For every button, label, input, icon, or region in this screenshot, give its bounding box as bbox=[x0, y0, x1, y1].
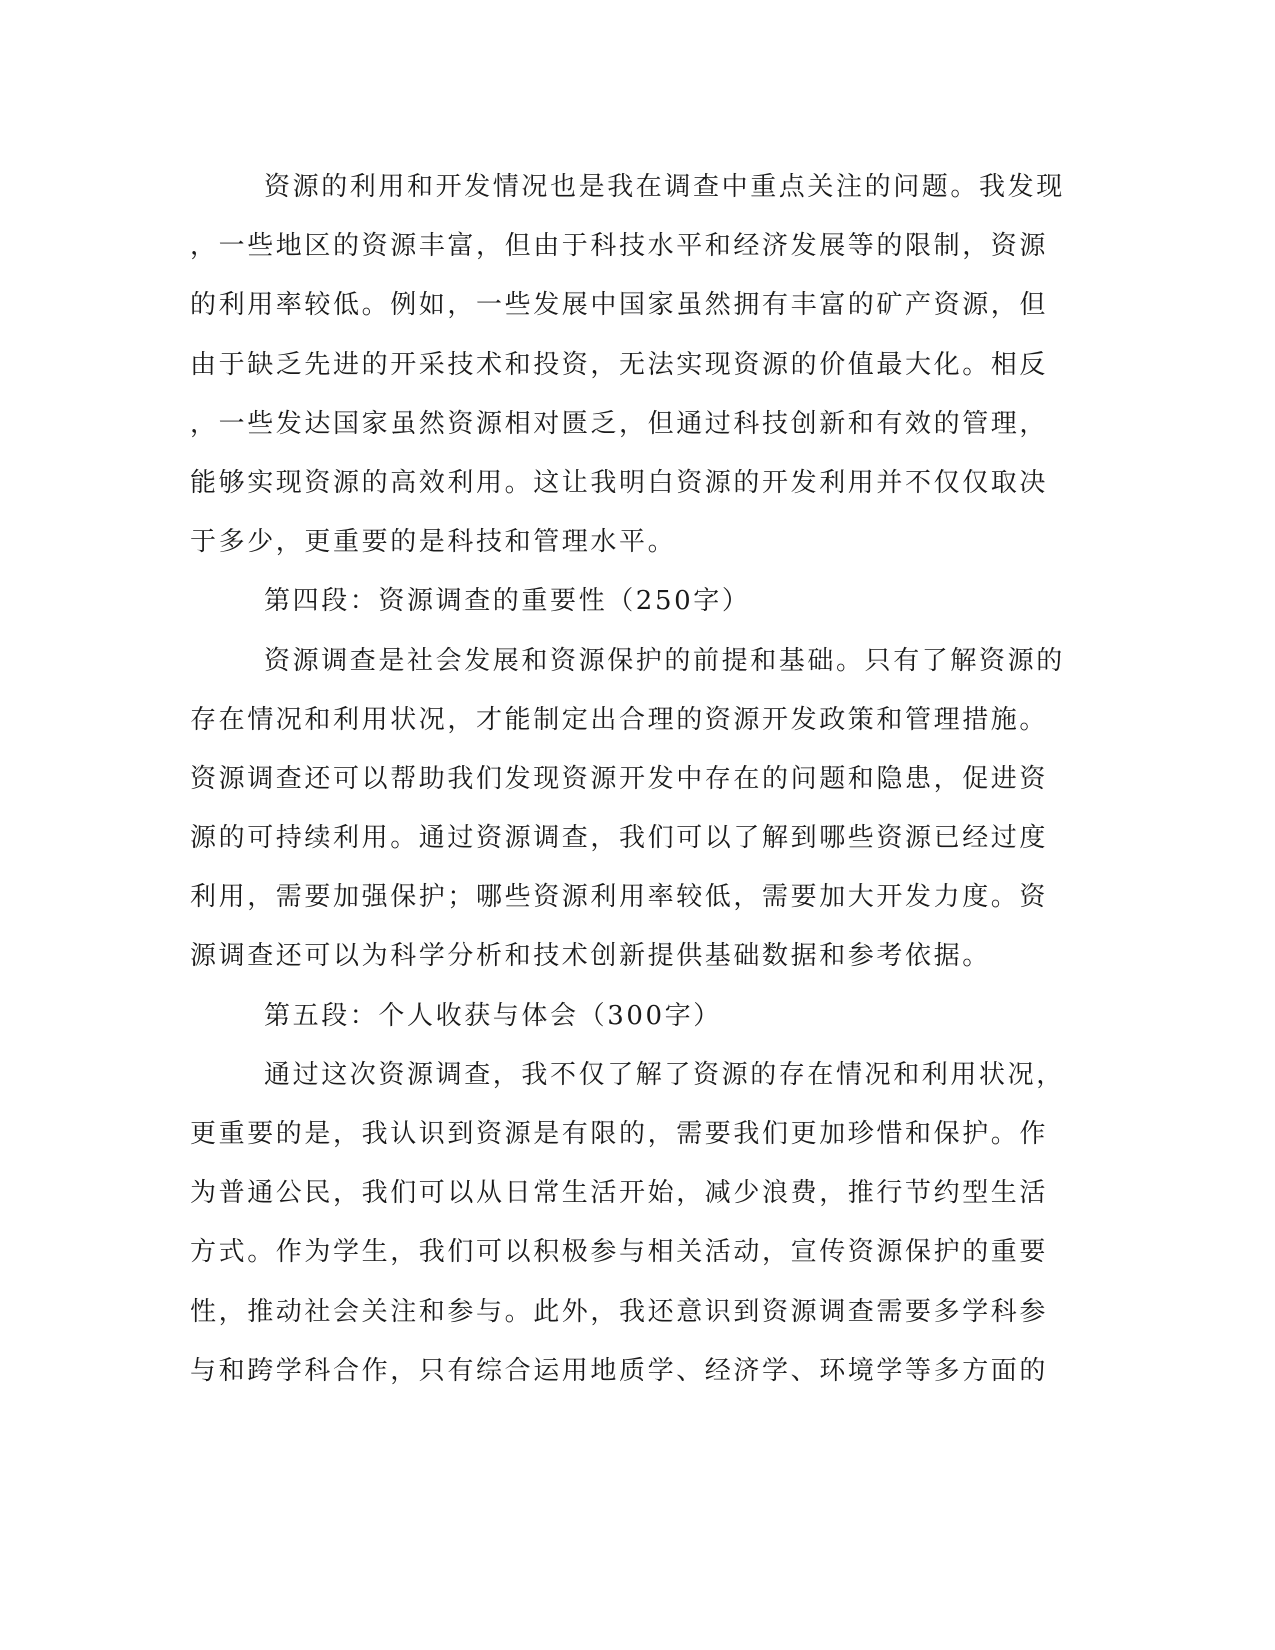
paragraph-line: 存在情况和利用状况，才能制定出合理的资源开发政策和管理措施。 bbox=[190, 704, 1049, 735]
paragraph-line: 通过这次资源调查，我不仅了解了资源的存在情况和利用状况， bbox=[264, 1059, 1065, 1090]
paragraph-line: 方式。作为学生，我们可以积极参与相关活动，宣传资源保护的重要 bbox=[190, 1237, 1049, 1268]
paragraph-line: 利用，需要加强保护；哪些资源利用率较低，需要加大开发力度。资 bbox=[190, 882, 1049, 913]
section-heading: 第四段：资源调查的重要性（250字） bbox=[264, 586, 751, 617]
paragraph-line: 源调查还可以为科学分析和技术创新提供基础数据和参考依据。 bbox=[190, 941, 991, 972]
paragraph-line: 性，推动社会关注和参与。此外，我还意识到资源调查需要多学科参 bbox=[190, 1296, 1049, 1327]
paragraph-line: 资源的利用和开发情况也是我在调查中重点关注的问题。我发现 bbox=[264, 172, 1065, 202]
paragraph-line: 由于缺乏先进的开采技术和投资，无法实现资源的价值最大化。相反 bbox=[190, 349, 1049, 380]
paragraph-line: 与和跨学科合作，只有综合运用地质学、经济学、环境学等多方面的 bbox=[190, 1355, 1049, 1386]
paragraph-line: 更重要的是，我认识到资源是有限的，需要我们更加珍惜和保护。作 bbox=[190, 1119, 1049, 1149]
paragraph-line: 于多少，更重要的是科技和管理水平。 bbox=[190, 527, 677, 558]
paragraph-line: 源的可持续利用。通过资源调查，我们可以了解到哪些资源已经过度 bbox=[190, 823, 1049, 854]
paragraph-line: 能够实现资源的高效利用。这让我明白资源的开发利用并不仅仅取决 bbox=[190, 467, 1049, 498]
paragraph-line: 资源调查还可以帮助我们发现资源开发中存在的问题和隐患，促进资 bbox=[190, 763, 1049, 794]
paragraph-line: ，一些地区的资源丰富，但由于科技水平和经济发展等的限制，资源 bbox=[190, 231, 1049, 262]
paragraph-line: 的利用率较低。例如，一些发展中国家虽然拥有丰富的矿产资源，但 bbox=[190, 290, 1049, 321]
section-heading: 第五段：个人收获与体会（300字） bbox=[264, 1000, 722, 1031]
paragraph-line: ，一些发达国家虽然资源相对匮乏，但通过科技创新和有效的管理， bbox=[190, 408, 1049, 439]
paragraph-line: 资源调查是社会发展和资源保护的前提和基础。只有了解资源的 bbox=[264, 645, 1065, 676]
document-body bbox=[190, 158, 1080, 1401]
paragraph-line: 为普通公民，我们可以从日常生活开始，减少浪费，推行节约型生活 bbox=[190, 1178, 1049, 1209]
